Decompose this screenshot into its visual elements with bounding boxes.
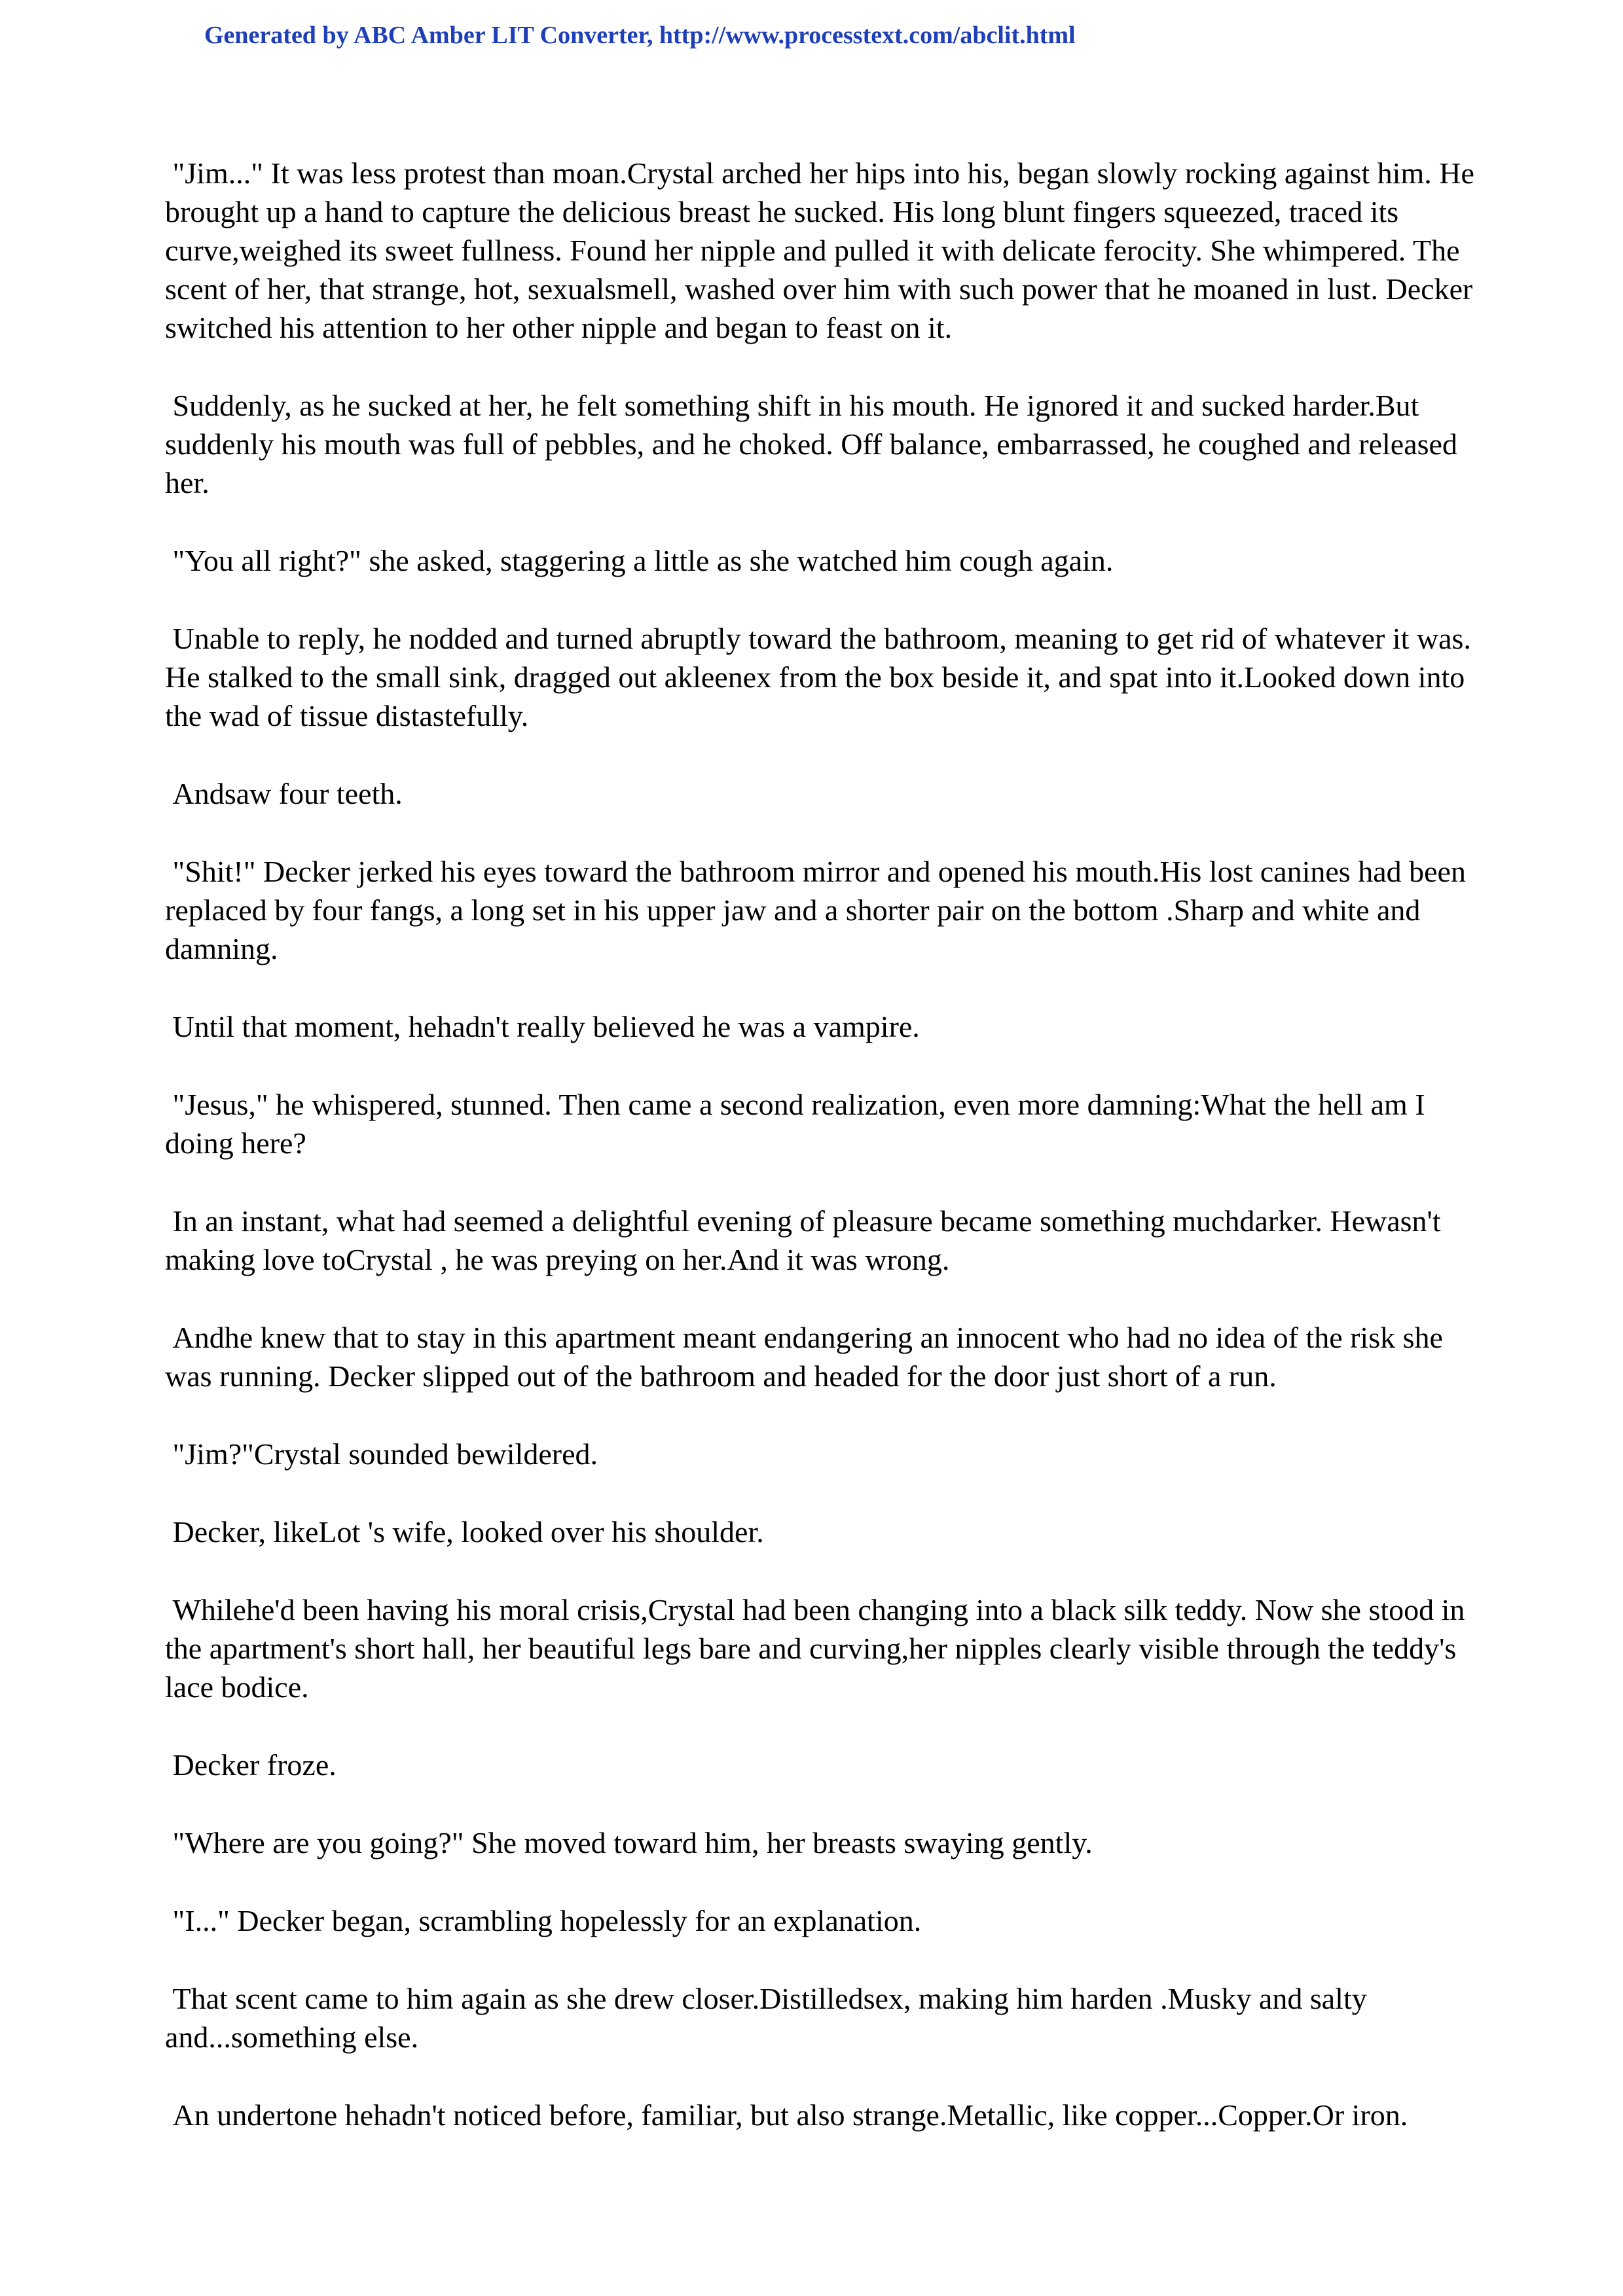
- paragraph: Until that moment, hehadn't really believed he was a vampire.: [165, 1010, 920, 1043]
- paragraph: "You all right?" she asked, staggering a little as she watched him cough again.: [165, 544, 1114, 577]
- paragraph: "Jim?"Crystal sounded bewildered.: [165, 1437, 598, 1471]
- paragraph: "Shit!" Decker jerked his eyes toward the bathroom mirror and opened his mouth.His lost canines had been replaced by four fangs, a long set in his upper jaw and a shorter pair on the bottom .Sharp and white and damning.: [165, 855, 1474, 965]
- paragraph: In an instant, what had seemed a delightful evening of pleasure became something muchdarker. Hewasn't making love toCrystal , he was preying on her.And it was wrong.: [165, 1204, 1449, 1276]
- converter-header: Generated by ABC Amber LIT Converter, http://www.processtext.com/abclit.html: [204, 22, 1076, 49]
- page-body: [165, 154, 1485, 2174]
- paragraph: Suddenly, as he sucked at her, he felt something shift in his mouth. He ignored it and sucked harder.But suddenly his mouth was full of pebbles, and he choked. Off balance, embarrassed, he coughed and released her.: [165, 389, 1465, 499]
- paragraph: Andsaw four teeth.: [165, 777, 403, 810]
- paragraph: Unable to reply, he nodded and turned abruptly toward the bathroom, meaning to get rid of whatever it was. He stalked to the small sink, dragged out akleenex from the box beside it, and spat into it.Looked down into the wad of tissue distastefully.: [165, 622, 1479, 732]
- paragraph: "Where are you going?" She moved toward him, her breasts swaying gently.: [165, 1826, 1093, 1859]
- paragraph: Decker froze.: [165, 1748, 337, 1782]
- paragraph: Decker, likeLot 's wife, looked over his shoulder.: [165, 1515, 764, 1549]
- paragraph: "Jesus," he whispered, stunned. Then came a second realization, even more damning:What the hell am I doing here?: [165, 1088, 1433, 1160]
- paragraph: An undertone hehadn't noticed before, familiar, but also strange.Metallic, like copper...Copper.Or iron.: [165, 2098, 1408, 2132]
- paragraph: Whilehe'd been having his moral crisis,Crystal had been changing into a black silk teddy. Now she stood in the apartment's short hall, her beautiful legs bare and curving,her nipples clearly visible through the teddy's lace bodice.: [165, 1593, 1472, 1704]
- paragraph: That scent came to him again as she drew closer.Distilledsex, making him harden .Musky and salty and...something else.: [165, 1982, 1375, 2054]
- paragraph: "Jim..." It was less protest than moan.Crystal arched her hips into his, began slowly rocking against him. He brought up a hand to capture the delicious breast he sucked. His long blunt fingers squeezed, traced its curve,weighed its sweet fullness. Found her nipple and pulled it with delicate ferocity. She whimpered. The scent of her, that strange, hot, sexualsmell, washed over him with such power that he moaned in lust. Decker switched his attention to her other nipple and began to feast on it.: [165, 156, 1482, 344]
- paragraph: Andhe knew that to stay in this apartment meant endangering an innocent who had no idea of the risk she was running. Decker slipped out of the bathroom and headed for the door just short of a run.: [165, 1321, 1451, 1393]
- paragraph: "I..." Decker began, scrambling hopelessly for an explanation.: [165, 1904, 922, 1937]
